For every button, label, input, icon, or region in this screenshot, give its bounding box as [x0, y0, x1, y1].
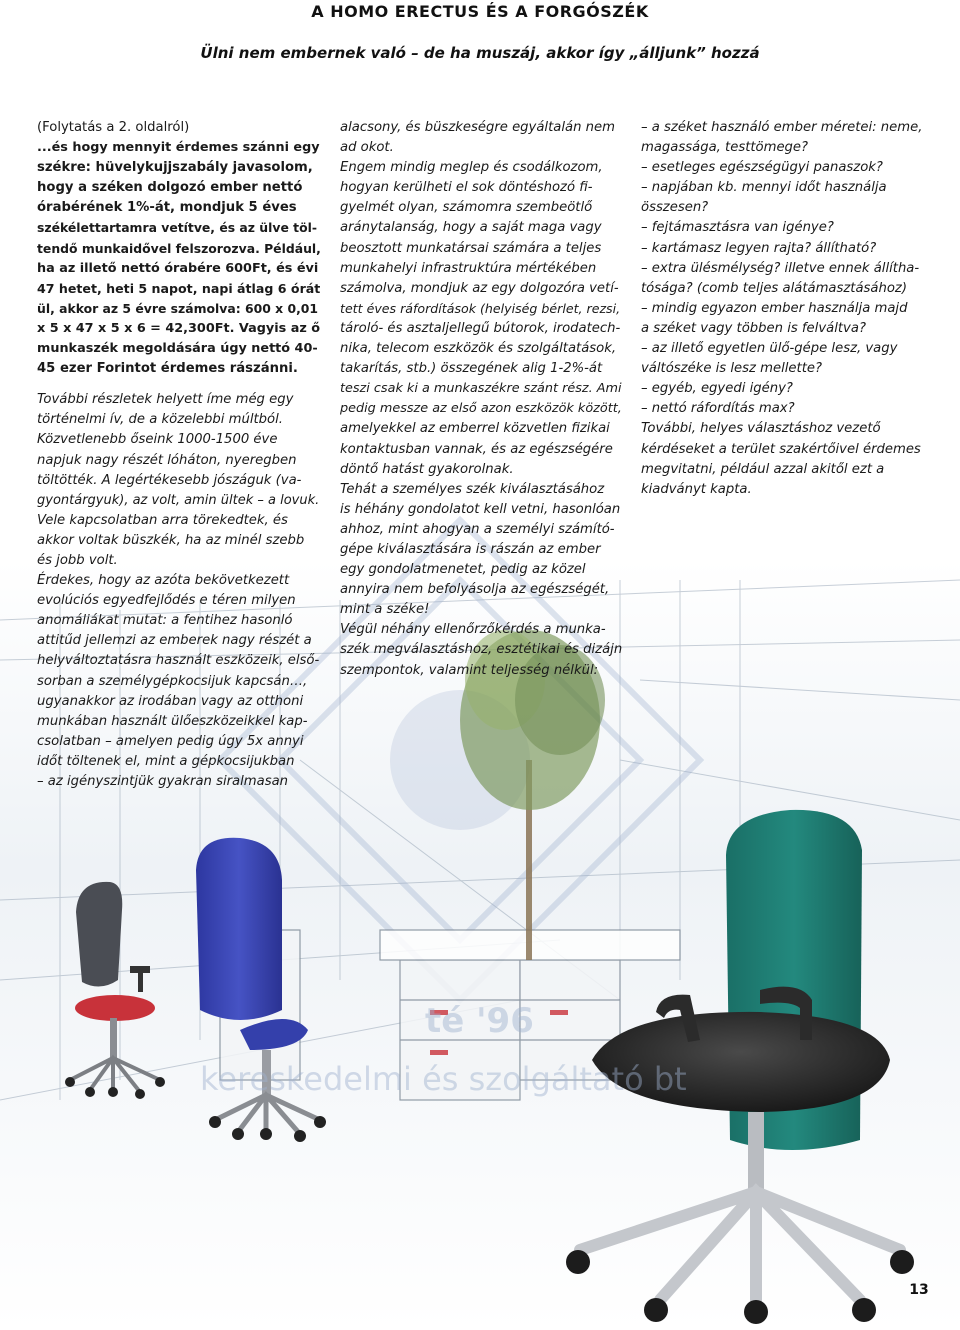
paragraph-line: beosztott munkatársai számára a teljes: [340, 240, 602, 256]
text-column-3: [641, 118, 925, 500]
paragraph-line: x 5 x 47 x 5 x 6 = 42,300Ft. Vagyis az ő: [37, 320, 321, 336]
continuation-note: (Folytatás a 2. oldalról): [37, 120, 190, 135]
paragraph-line: ül, akkor az 5 évre számolva: 600 x 0,01: [37, 300, 319, 316]
checklist-line: – nettó ráfordítás max?: [641, 401, 795, 417]
paragraph-line: időt töltenek el, mint a gépkocsijukban: [37, 753, 295, 769]
paragraph-line: További, helyes választáshoz vezető: [641, 421, 881, 437]
watermark-text-line2: kereskedelmi és szolgáltató bt: [200, 1060, 687, 1098]
paragraph-line: ad okot.: [340, 140, 394, 156]
paragraph-line: attitűd jellemzi az emberek nagy részét a: [37, 633, 312, 649]
paragraph-line: egy gondolatmenetet, pedig az közel: [340, 562, 586, 578]
paragraph-line: kiadványt kapta.: [641, 481, 752, 497]
paragraph-line: Végül néhány ellenőrzőkérdés a munka-: [340, 622, 606, 638]
paragraph-line: Tehát a személyes szék kiválasztásához: [340, 481, 605, 497]
paragraph-line: kérdéseket a terület szakértőivel érdemes: [641, 441, 921, 457]
paragraph-line: 45 ezer Forintot érdemes rászánni.: [37, 361, 298, 377]
paragraph-line: További részletek helyett íme még egy: [37, 392, 294, 408]
paragraph-line: teszi csak ki a munkaszékre szánt rész. Ami: [340, 381, 622, 397]
paragraph-line: munkaszék megoldására úgy nettó 40-: [37, 341, 318, 357]
paragraph-line: amelyekkel az emberrel közvetlen fizikai: [340, 421, 610, 437]
paragraph-line: akkor voltak büszkék, ha az minél szebb: [37, 532, 305, 548]
paragraph-line: ugyanakkor az irodában vagy az otthoni: [37, 693, 304, 709]
paragraph-line: ahhoz, mint ahogyan a személyi számító-: [340, 521, 615, 537]
text-column-2: [340, 118, 623, 681]
paragraph-line: történelmi ív, de a közelebbi múltból.: [37, 412, 283, 428]
paragraph-line: helyváltoztatásra használt eszközeik, első-: [37, 653, 320, 669]
checklist-line: magassága, testtömege?: [641, 140, 809, 156]
checklist-line: – az illető egyetlen ülő-gépe lesz, vagy: [641, 341, 898, 357]
checklist-line: – extra ülésmélység? illetve ennek állítha-: [641, 260, 920, 276]
checklist-line: – kartámasz legyen rajta? állítható?: [641, 240, 877, 256]
paragraph-line: tendő munkaidővel felszorozva. Például,: [37, 240, 321, 256]
paragraph-line: is héhány gondolatot kell vetni, hasonlóan: [340, 501, 621, 517]
checklist-line: váltószéke is lesz mellette?: [641, 361, 822, 377]
paragraph-line: mint a széke!: [340, 602, 430, 618]
paragraph-line: gyontárgyuk), az volt, amin ültek – a lovuk.: [37, 492, 320, 508]
checklist-line: – mindig egyazon ember használja majd: [641, 300, 908, 316]
paragraph-line: gyelmét olyan, számomra szembeötlő: [340, 200, 593, 216]
paragraph-line: – az igényszintjük gyakran siralmasan: [37, 774, 289, 789]
paragraph-line: hogyan kerülheti el sok döntéshozó fi-: [340, 180, 593, 196]
paragraph-line: tett éves ráfordítások (helyiség bérlet, rezsi,: [340, 300, 621, 316]
paragraph-line: pedig messze az első azon eszközök között,: [340, 401, 622, 417]
paragraph-line: székre: hüvelykujjszabály javasolom,: [37, 160, 313, 176]
paragraph-line: 47 hetet, heti 5 napot, napi átlag 6 órát: [37, 280, 321, 296]
paragraph-line: evolúciós egyedfejlődés e téren milyen: [37, 593, 296, 609]
checklist-line: – a széket használó ember méretei: neme,: [641, 120, 923, 135]
watermark-text-line1: té '96: [425, 1001, 534, 1041]
paragraph-line: tároló- és asztaljellegű bútorok, irodatech-: [340, 320, 621, 336]
paragraph-line: döntő hatást gyakorolnak.: [340, 461, 514, 477]
paragraph-line: ...és hogy mennyit érdemes szánni egy: [37, 140, 320, 156]
paragraph-line: aránytalanság, hogy a saját maga vagy: [340, 220, 602, 236]
paragraph-line: ha az illető nettó órabére 600Ft, és évi: [37, 260, 319, 276]
paragraph-line: Vele kapcsolatban arra törekedtek, és: [37, 512, 288, 528]
article-subtitle: Ülni nem embernek való – de ha muszáj, akkor így „álljunk” hozzá: [200, 44, 760, 62]
paragraph-line: napjuk nagy részét lóháton, nyeregben: [37, 452, 297, 468]
paragraph-line: töltötték. A legértékesebb jószáguk (va-: [37, 472, 302, 488]
paragraph-line: Közvetlenebb őseink 1000-1500 éve: [37, 432, 278, 448]
paragraph-line: szempontok, valamint teljesség nélkül:: [340, 662, 599, 678]
text-column-1: [37, 118, 321, 792]
paragraph-line: kontaktusban vannak, és az egészségére: [340, 441, 613, 457]
paragraph-line: és jobb volt.: [37, 552, 118, 568]
paragraph-line: takarítás, stb.) összegének alig 1-2%-át: [340, 361, 603, 377]
page-number: 13: [909, 1282, 929, 1298]
checklist-line: – esetleges egészségügyi panaszok?: [641, 160, 883, 176]
paragraph-line: annyira nem befolyásolja az egészségét,: [340, 582, 610, 598]
paragraph-line: megvitatni, például azzal akitől ezt a: [641, 461, 885, 477]
paragraph-line: székélettartamra vetítve, és az ülve töl-: [37, 220, 317, 236]
paragraph-line: munkahelyi infrastruktúra mértékében: [340, 260, 597, 276]
paragraph-line: sorban a személygépkocsijuk kapcsán…,: [37, 673, 308, 689]
paragraph-line: alacsony, és büszkeségre egyáltalán nem: [340, 120, 615, 135]
checklist-line: – fejtámasztásra van igénye?: [641, 220, 834, 236]
checklist-line: összesen?: [641, 200, 709, 216]
paragraph-line: munkában használt ülőeszközeikkel kap-: [37, 713, 308, 729]
paragraph-line: nika, telecom eszközök és szolgáltatások,: [340, 341, 617, 357]
paragraph-line: hogy a széken dolgozó ember nettó: [37, 180, 303, 196]
paragraph-line: számolva, mondjuk az egy dolgozóra vetí-: [340, 280, 619, 296]
article-title: A HOMO ERECTUS ÉS A FORGÓSZÉK: [311, 2, 649, 21]
paragraph-line: szék megválasztáshoz, esztétikai és dizájn: [340, 642, 623, 658]
paragraph-line: csolatban – amelyen pedig úgy 5x annyi: [37, 733, 304, 749]
checklist-line: a széket vagy többen is felváltva?: [641, 320, 866, 336]
paragraph-line: Engem mindig meglep és csodálkozom,: [340, 160, 603, 176]
checklist-line: – egyéb, egyedi igény?: [641, 381, 793, 397]
paragraph-line: Érdekes, hogy az azóta bekövetkezett: [37, 573, 290, 589]
paragraph-line: anomáliákat mutat: a fentihez hasonló: [37, 613, 293, 629]
checklist-line: – napjában kb. mennyi időt használja: [641, 180, 887, 196]
paragraph-line: gépe kiválasztására is rászán az ember: [340, 541, 601, 557]
paragraph-line: órabérének 1%-át, mondjuk 5 éves: [37, 200, 297, 216]
checklist-line: tósága? (comb teljes alátámasztásához): [641, 280, 907, 296]
